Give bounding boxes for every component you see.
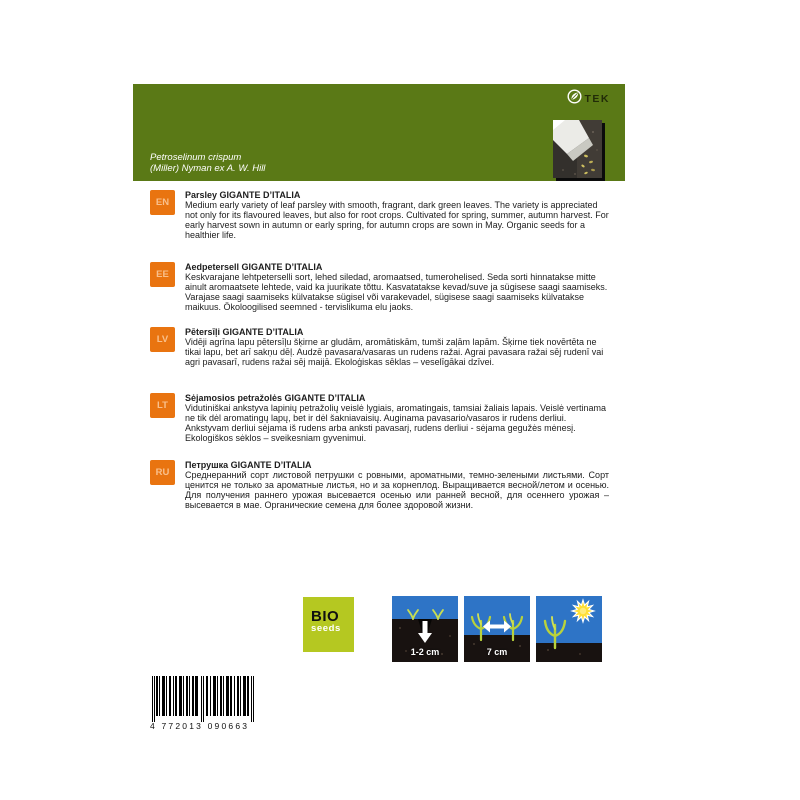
botanical-line1: Petroselinum crispum (150, 152, 242, 163)
section-title-ee: Aedpetersell GIGANTE D’ITALIA (185, 262, 323, 272)
section-body-ru: Среднеранний сорт листовой петрушки с ровными, ароматными, темно-зелеными листьями. Сорт ценится не только за ароматные листья, но и за корнеплод. Выращивается весной/летом и осенью. Для получения раннего урожая высевается осенью или ранней весной, для осеннего урожая – высевается в мае. Органические семена для более здоровой жизни. (185, 470, 609, 510)
header-band (133, 84, 625, 181)
bio-seeds-logo (303, 597, 354, 652)
lang-badge-ee: EE (150, 262, 175, 287)
lang-badge-lt: LT (150, 393, 175, 418)
lang-section-en (150, 190, 612, 240)
seed-packet-photo (553, 120, 602, 178)
section-title-lv: Pētersīļi GIGANTE D’ITALIA (185, 327, 304, 337)
barcode (152, 676, 256, 731)
lang-badge-ru: RU (150, 460, 175, 485)
lang-section-lt (150, 393, 612, 443)
brand-name: TEK (584, 93, 610, 105)
sowing-depth-icon (392, 596, 458, 662)
botanical-name (150, 152, 265, 174)
lang-section-lv (150, 327, 612, 367)
bio-logo-text: BIO (311, 608, 340, 625)
sowing-depth-label: 1-2 cm (410, 647, 440, 657)
section-title-lt: Sėjamosios petražolės GIGANTE D’ITALIA (185, 393, 366, 403)
lang-badge-en: EN (150, 190, 175, 215)
lang-section-ee (150, 262, 612, 312)
tek-logo (567, 89, 611, 109)
lang-badge-lv: LV (150, 327, 175, 352)
bio-logo-subtext: seeds (311, 623, 341, 634)
plant-spacing-icon (464, 596, 530, 662)
section-body-en: Medium early variety of leaf parsley with smooth, fragrant, dark green leaves. The variety is appreciated not only for its flavoured leaves, but also for root crops. Cultivated for spring, summer, autumn harvest. For early harvest sown in autumn or early spring, for autumn crops are sown in May. Organic seeds for a healthier life. (185, 200, 609, 240)
section-body-lv: Vidēji agrīna lapu pētersīļu šķirne ar gludām, aromātiskām, tumši zaļām lapām. Šķirne tiek novērtēta ne tikai lapu, bet arī sakņu dēļ. Audzē pavasara/vasaras un rudens ražai. Agrai pavasara ražai sēj rudenī vai agri pavasarī, rudens ražai sēj maijā. Ekoloģiskas sēklas – veselīgākai dzīvei. (185, 337, 604, 367)
plant-spacing-label: 7 cm (486, 647, 508, 657)
barcode-digits: 4 772013 090663 (150, 721, 250, 731)
section-title-en: Parsley GIGANTE D’ITALIA (185, 190, 301, 200)
leaf-icon (567, 89, 582, 109)
section-body-lt: Vidutiniškai ankstyva lapinių petražolių veislė lygiais, aromatingais, tamsiai žaliais lapais. Veislė vertinama ne tik dėl aromatingų lapų, bet ir dėl šakniavaisių. Auginama pavasario/vasaros ir rudens derliui. Ankstyvam derliui sėjama iš rudens arba anksti pavasarį, rudens derliui - sėjama gegužės mėnesį. Ekologiškos sėklos – sveikesniam gyvenimui. (185, 403, 607, 443)
section-title-ru: Петрушка GIGANTE D’ITALIA (185, 460, 312, 470)
lang-section-ru (150, 460, 612, 510)
botanical-line2: (Miller) Nyman ex A. W. Hill (150, 163, 266, 174)
barcode-bars (152, 676, 256, 722)
sunlight-icon (536, 596, 602, 662)
section-body-ee: Keskvarajane lehtpeterselli sort, lehed siledad, aromaatsed, tumerohelised. Seda sorti hinnatakse mitte ainult aromaatsete lehtede, vaid ka juurikate tõttu. Kasvatatakse kevad/suve ja sügisese saagi saamiseks. Varajase saagi saamiseks külvatakse sügisel või varakevadel, sügisese saagi saamiseks külvatakse maikuus. Ökoloogilised seemned - tervislikuma elu jaoks. (185, 272, 608, 312)
